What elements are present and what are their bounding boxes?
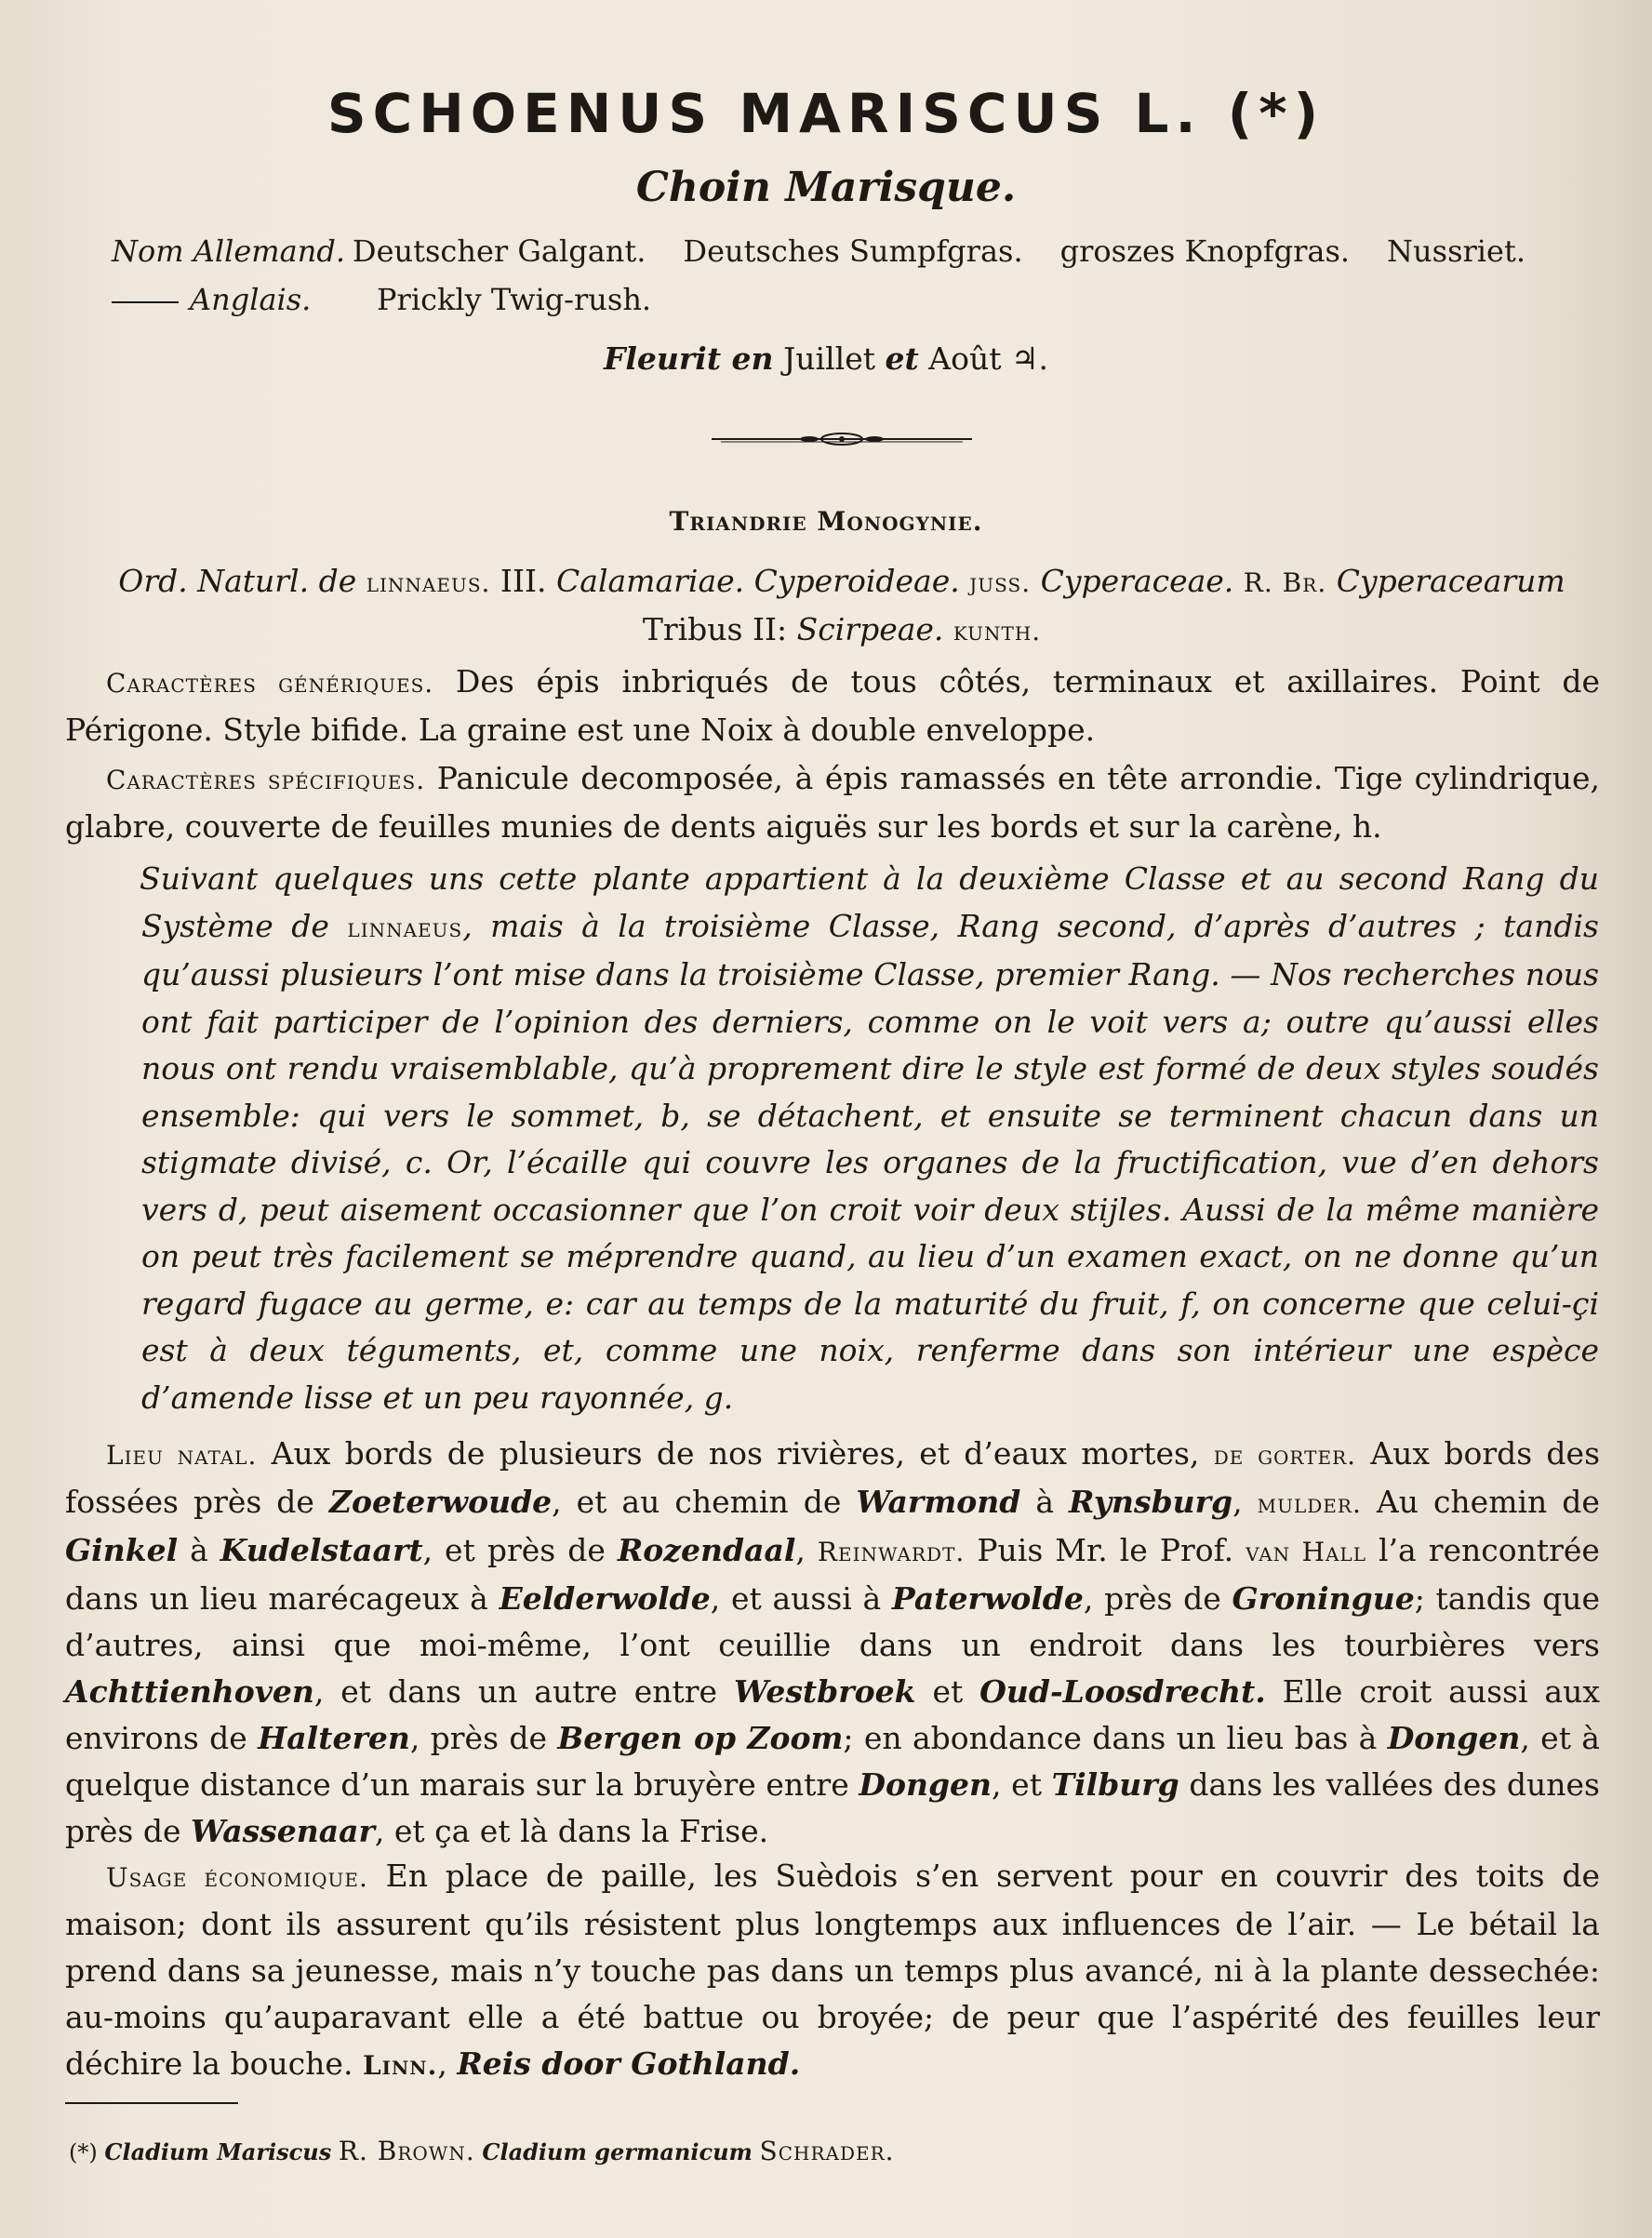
author-kunth: kunth. (953, 616, 1042, 646)
specific-text: Panicule decomposée, à épis ramassés en tête arrondie. Tige cylindrique, glabre, couverte de feuilles munies de dents aiguës sur les bords et sur la carène, h. (65, 760, 1601, 845)
generic-text: Des épis inbriqués de tous côtés, terminaux et axillaires. Point de Périgone. Style bifide. La graine est une Noix à double enveloppe. (65, 663, 1601, 748)
usage-label: Usage économique. (106, 1862, 368, 1893)
economic-use: Usage économique. En place de paille, les Suèdois s’en servent pour en couvrir des toits de maison; dont ils assurent qu’ils résistent plus longtemps aux influences de l’air. — Le bétail la prend dans sa jeunesse, mais n’y touche pas dans un temps plus avancé, ni à la plante dessechée: au-moins qu’auparavant elle a été battue ou broyée; de peur que l’aspérité des feuilles leur déchire la bouche. Linn., Reis door Gothland. (65, 1858, 1600, 2082)
author-brown: R. Br. (1243, 567, 1327, 598)
common-names (112, 227, 1563, 324)
place-name: Westbroek (733, 1673, 916, 1710)
author-name: Schrader. (759, 2136, 895, 2166)
place-name: Tilburg (1051, 1766, 1179, 1803)
english-label: Anglais. (190, 282, 312, 317)
footnote (69, 2136, 895, 2166)
page-subtitle: Choin Marisque. (635, 164, 1017, 211)
note-text: Suivant quelques uns cette plante appartient à la deuxième Classe et au second Rang du Système de (140, 860, 1599, 944)
flowering-and: et (885, 340, 919, 377)
flowering-month: Août (928, 340, 1002, 377)
habitat-text: ; en abondance dans un lieu bas à (843, 1720, 1378, 1756)
flowering-line (0, 340, 1652, 377)
flowering-month: Juillet (783, 340, 875, 377)
author-name: R. Brown. (338, 2136, 475, 2166)
place-name: Rynsburg (1069, 1484, 1233, 1520)
perennial-symbol: ♃. (1010, 340, 1049, 377)
footnote-mark: (*) (69, 2139, 98, 2165)
habitat-text: , et ça et là dans la Frise. (374, 1813, 769, 1849)
author-linnaeus: Linn. (362, 2050, 438, 2081)
linnaean-class: Triandrie Monogynie. (669, 506, 983, 537)
place-name: Kudelstaart (220, 1532, 423, 1568)
place-name: Zoeterwoude (328, 1484, 553, 1520)
german-names-row (112, 227, 1563, 275)
habitat-text: , et (992, 1766, 1042, 1803)
place-name: Ginkel (65, 1532, 179, 1568)
habitat-text: , et aussi à (710, 1580, 882, 1617)
habitat-text: , et dans un autre entre (313, 1673, 718, 1710)
habitat-text: , près de (409, 1720, 547, 1756)
synonym: Cladium Mariscus (104, 2138, 332, 2165)
german-name: Deutscher Galgant. (352, 233, 646, 269)
order-text: Cyperaceae. (1040, 563, 1234, 599)
habitat-text: dans les vallées des dunes près de (65, 1766, 1600, 1849)
habitat-text: à (1035, 1484, 1055, 1520)
synonym: Cladium germanicum (482, 2138, 753, 2165)
place-name: Warmond (856, 1484, 1021, 1520)
habitat-text: , près de (1083, 1580, 1221, 1617)
place-name: Halteren (258, 1720, 410, 1756)
botanical-note (141, 856, 1599, 1421)
habitat-text: , (1232, 1484, 1243, 1520)
order-text: Tribus II: (642, 611, 788, 647)
place-name: Dongen (859, 1766, 993, 1803)
habitat-text: à (190, 1532, 208, 1568)
native-habitat (65, 1431, 1600, 1855)
order-text: III. (500, 563, 547, 599)
german-name: Deutsches Sumpfgras. (683, 233, 1023, 269)
specific-characters (65, 755, 1600, 850)
specific-label: Caractères spécifiques. (106, 765, 426, 795)
page-title: SCHOENUS MARISCUS L. (*) (326, 82, 1326, 145)
author-linnaeus: linnaeus. (366, 567, 491, 598)
habitat-text: ; tandis que d’autres, ainsi que moi-même, l’ont ceuillie dans un endroit dans les tourbières vers (65, 1580, 1600, 1663)
english-label-wrap (112, 275, 377, 324)
generic-label: Caractères génériques. (106, 668, 434, 699)
order-text: Ord. Naturl. de (118, 563, 357, 599)
generic-characters (65, 659, 1600, 753)
habitat-text: Aux bords de plusieurs de nos rivières, et d’eaux mortes, (271, 1435, 1200, 1472)
note-text: , mais à la troisième Classe, Rang second, d’après d’autres ; tandis qu’aussi plusieurs l’ont mise dans la troisième Classe, premier Rang. — Nos recherches nous ont fait participer de l’opinion des derniers, comme on le voit vers a; outre qu’aussi elles nous ont rendu vraisemblable, qu’à proprement dire le style est formé de deux styles soudés ensemble: qui vers le sommet, b, se détachent, et ensuite se terminent chacun dans un stigmate divisé, c. Or, l’écaille qui couvre les organes de la fructification, vue d’en dehors vers d, peut aisement occasionner que l’on croit voir deux stijles. Aussi de la même manière on peut très facilement se méprendre quand, au lieu d’un examen exact, on ne donne qu’un regard fugace au germe, e: car au temps de la maturité du fruit, f, on concerne que celui-çi est à deux téguments, et, comme une noix, renferme dans son intérieur une espèce d’amende lisse et un peu rayonnée, g. (141, 907, 1599, 1416)
habitat-label: Lieu natal. (106, 1440, 258, 1471)
author-name: de gorter. (1213, 1440, 1357, 1471)
place-name: Bergen op Zoom (557, 1720, 844, 1756)
english-name: Prickly Twig-rush. (377, 282, 652, 317)
place-name: Rozendaal (617, 1532, 796, 1568)
habitat-text: Elle croit aussi aux environs de (65, 1673, 1600, 1756)
habitat-text: , et à quelque distance d’un marais sur la bruyère entre (65, 1720, 1600, 1803)
flowering-label: Fleurit en (603, 340, 774, 377)
place-name: Paterwolde (891, 1580, 1084, 1617)
place-name: Eelderwolde (499, 1580, 711, 1617)
author-linnaeus: linnaeus (347, 912, 463, 943)
place-name: Dongen (1387, 1720, 1521, 1756)
place-name: Wassenaar (191, 1813, 375, 1849)
order-text: Cyperacearum (1336, 563, 1565, 599)
reference-title: Reis door Gothland. (457, 2045, 801, 2082)
english-names-row (112, 275, 1563, 324)
order-text: Calamariae. Cyperoideae. (556, 563, 960, 599)
german-name: Nussriet. (1387, 233, 1525, 269)
habitat-text: , (795, 1532, 806, 1568)
habitat-text: Puis Mr. le Prof. (977, 1532, 1234, 1568)
author-name: Reinwardt. (817, 1537, 966, 1567)
habitat-text: et (932, 1673, 964, 1710)
author-name: mulder. (1257, 1488, 1362, 1519)
habitat-text: , et près de (422, 1532, 606, 1568)
natural-order (74, 558, 1609, 655)
habitat-text: Aux bords des fossées près de (65, 1435, 1601, 1520)
habitat-text: Au chemin de (1376, 1484, 1600, 1520)
usage-text: En place de paille, les Suèdois s’en servent pour en couvrir des toits de maison; dont ils assurent qu’ils résistent plus longtemps aux influences de l’air. — Le bétail la prend dans sa jeunesse, mais n’y touche pas dans un temps plus avancé, ni à la plante dessechée: au-moins qu’auparavant elle a été battue ou broyée; de peur que l’aspérité des feuilles leur déchire la bouche. (65, 1858, 1600, 2082)
place-name: Achttienhoven (65, 1673, 314, 1710)
place-name: Groningue (1232, 1580, 1415, 1617)
ornament-divider (712, 430, 972, 448)
habitat-text: l’a rencontrée dans un lieu marécageux à (65, 1532, 1600, 1617)
habitat-text: , et au chemin de (552, 1484, 842, 1520)
german-label: Nom Allemand. (112, 233, 345, 269)
ditto-dash (112, 301, 179, 303)
author-name: van Hall (1246, 1537, 1366, 1567)
footnote-rule (65, 2102, 238, 2104)
german-name: groszes Knopfgras. (1059, 233, 1351, 269)
order-text: Scirpeae. (796, 611, 944, 647)
author-juss: juss. (969, 567, 1032, 598)
place-name: Oud-Loosdrecht. (979, 1673, 1266, 1710)
